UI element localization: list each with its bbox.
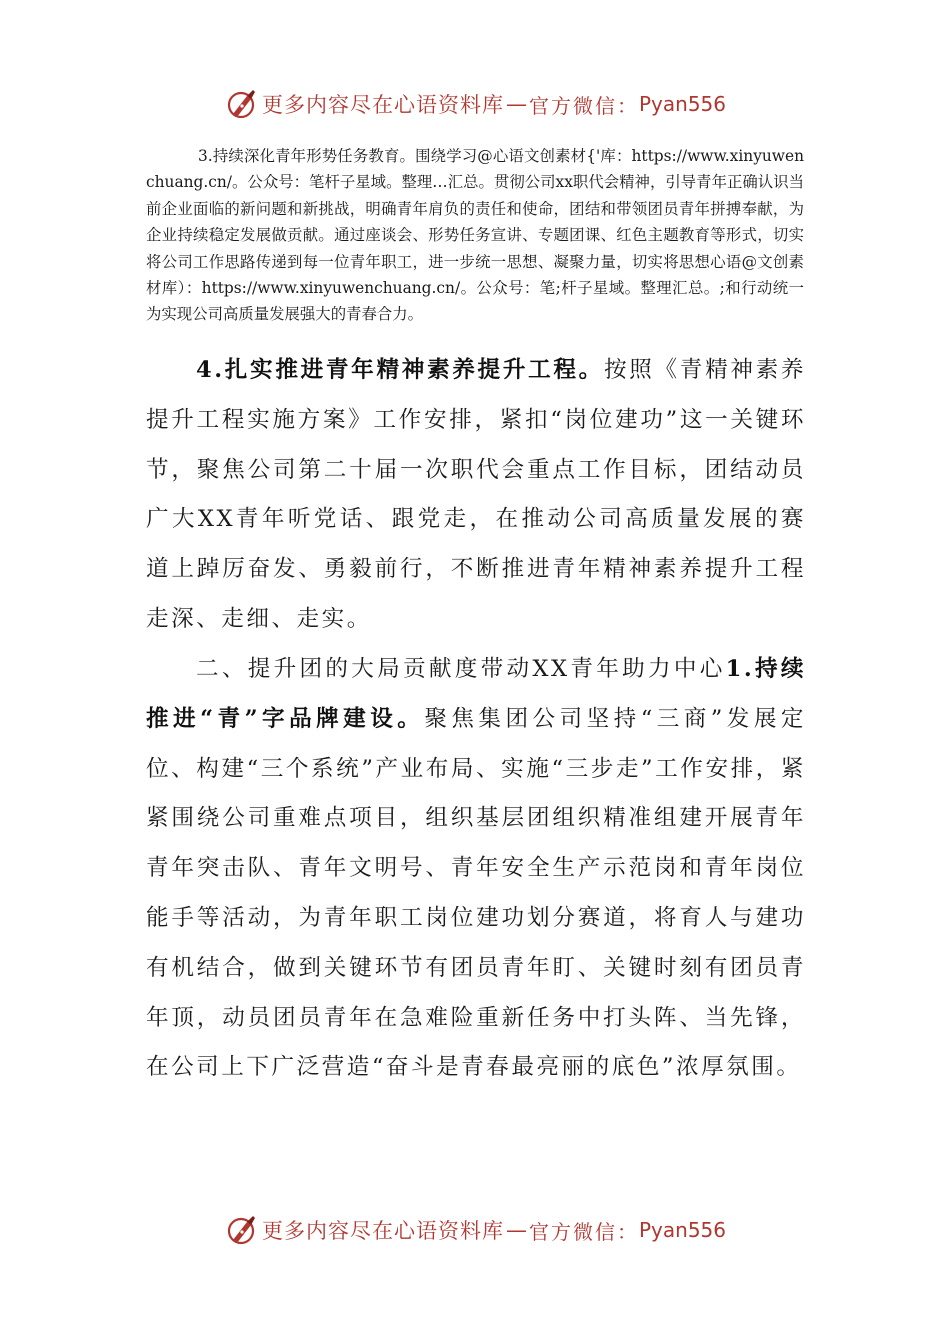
pen-nib-logo-icon	[224, 87, 258, 121]
section-4-body: 按照《青精神素养提升工程实施方案》工作安排，紧扣“岗位建功”这一关键环节，聚焦公司第二十届一次职代会重点工作目标，团结动员广大XX青年听党话、跟党走，在推动公司高质量发展的赛道上踔厉奋发、勇毅前行，不断推进青年精神素养提升工程走深、走细、走实。	[146, 357, 806, 632]
pen-nib-logo-icon	[224, 1213, 258, 1247]
watermark-wechat-label: 官方微信：	[528, 93, 639, 118]
watermark-separator: —	[505, 1218, 527, 1242]
part-two-heading: 1.持续推进“青”字品牌建设。	[146, 656, 807, 732]
watermark-wechat-id: Pyan556	[638, 92, 726, 116]
watermark-wechat-label: 官方微信：	[528, 1219, 639, 1244]
part-two-intro: 二、提升团的大局贡献度带动XX青年助力中心	[196, 656, 726, 682]
part-two-body: 聚焦集团公司坚持“三商”发展定位、构建“三个系统”产业布局、实施“三步走”工作安排，紧紧围绕公司重难点项目，组织基层团组织精准组建开展青年青年突击队、青年文明号、青年安全生产示范岗和青年岗位能手等活动，为青年职工岗位建功划分赛道，将育人与建功有机结合，做到关键环节有团员青年盯、关键时刻有团员青年顶，动员团员青年在急难险重新任务中打头阵、当先锋，在公司上下广泛营造“奋斗是青春最亮丽的底色”浓厚氛围。	[146, 705, 806, 1081]
watermark-banner-top	[0, 84, 950, 124]
paragraph-section-4	[146, 346, 806, 645]
watermark-banner-bottom	[0, 1210, 950, 1250]
paragraph-part-two	[146, 645, 806, 1093]
watermark-brand-text: 更多内容尽在心语资料库	[261, 1219, 504, 1243]
watermark-wechat-id: Pyan556	[638, 1218, 726, 1242]
watermark-separator: —	[505, 92, 527, 116]
watermark-brand-text: 更多内容尽在心语资料库	[261, 93, 504, 117]
paragraph-youth-education: 3.持续深化青年形势任务教育。围绕学习@心语文创素材{'库：https://www.xinyuwenchuang.cn/。公众号：笔杆子星域。整理…汇总。贯彻公司xx职代会精神，引导青年正确认识当前企业面临的新问题和新挑战，明确青年肩负的责任和使命，团结和带领团员青年拼搏奉献，为企业持续稳定发展做贡献。通过座谈会、形势任务宣讲、专题团课、红色主题教育等形式，切实将公司工作思路传递到每一位青年职工，进一步统一思想、凝聚力量，切实将思想心语@文创素材库）：https://www.xinyuwenchuang.cn/。公众号：笔;杆子星域。整理汇总。;和行动统一为实现公司高质量发展强大的青春合力。	[146, 147, 804, 324]
section-4-heading: 4.扎实推进青年精神素养提升工程。	[196, 357, 604, 383]
